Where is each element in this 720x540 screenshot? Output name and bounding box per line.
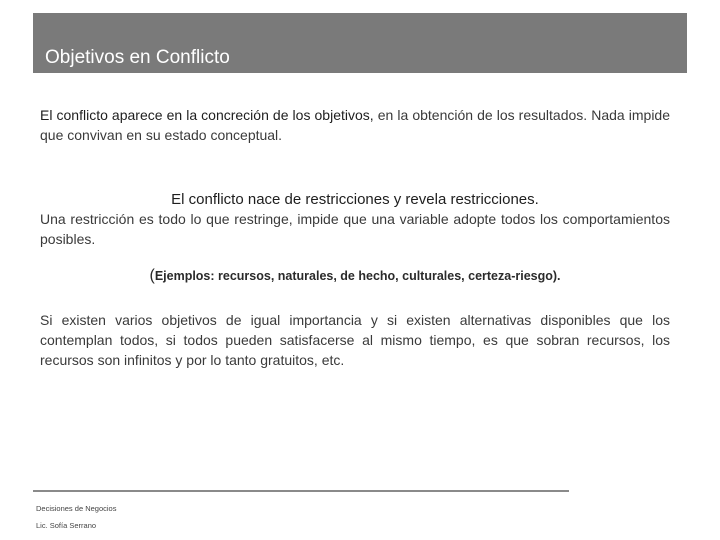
statement-period: . [534,191,539,208]
footer-course: Decisiones de Negocios [36,504,117,513]
footer-divider [33,490,569,492]
paragraph-multiple-objectives: Si existen varios objetivos de igual importancia y si existen alternativas disponibles que los contemplan todos, si todos pueden satisfacerse al mismo tiempo, es que sobran recursos, los recursos son infinitos y por lo tanto gratuitos, etc. [40,312,670,368]
paragraph-conflict-definition [40,105,670,145]
footer-author: Lic. Sofía Serrano [36,521,97,530]
examples-open-paren: ( [149,267,155,284]
paragraph-restriction-definition: Una restricción es todo lo que restringe, impide que una variable adopte todos los comportamientos posibles. [40,211,670,247]
examples-text: Ejemplos: recursos, naturales, de hecho, culturales, certeza-riesgo). [154,269,561,283]
paragraph-rest: en la obtención de los resultados. Nada impide que convivan en su estado conceptual. [40,107,670,143]
title-bar [33,13,687,73]
statement-text: El conflicto nace de restricciones y revela restricciones [171,191,535,208]
slide-title: Objetivos en Conflicto [45,47,230,68]
examples-note [40,266,670,286]
paragraph-emphasis: El conflicto aparece en la concreción de los objetivos, [40,107,374,123]
restrictions-statement [40,190,670,210]
